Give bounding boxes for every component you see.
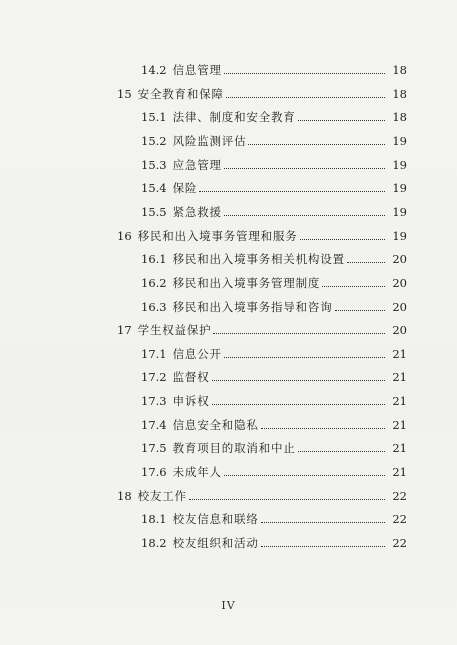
toc-section-entry[interactable] bbox=[141, 299, 407, 315]
toc-dot-leader bbox=[322, 286, 385, 287]
toc-dot-leader bbox=[335, 310, 385, 311]
toc-entry-number: 15.3 bbox=[141, 158, 167, 172]
toc-entry-title: 信息管理 bbox=[172, 63, 222, 77]
toc-entry-number: 18.1 bbox=[141, 512, 167, 526]
toc-entry-number: 15.4 bbox=[141, 181, 167, 195]
toc-section-entry[interactable] bbox=[141, 251, 407, 267]
toc-entry-page: 20 bbox=[392, 300, 407, 314]
toc-entry-number: 17.1 bbox=[141, 347, 167, 361]
toc-dot-leader bbox=[212, 404, 385, 405]
toc-dot-leader bbox=[298, 120, 385, 121]
toc-entry-number: 16.3 bbox=[141, 300, 167, 314]
toc-entry-title: 风险监测评估 bbox=[172, 134, 247, 148]
toc-entry-page: 19 bbox=[392, 229, 407, 243]
toc-section-entry[interactable] bbox=[141, 417, 407, 433]
toc-entry-title: 移民和出入境事务管理制度 bbox=[172, 276, 321, 290]
toc-entry-title: 校友工作 bbox=[137, 489, 187, 503]
toc-dot-leader bbox=[224, 73, 385, 74]
toc-entry-number: 15.5 bbox=[141, 205, 167, 219]
toc-entry-title: 校友信息和联络 bbox=[172, 512, 259, 526]
toc-dot-leader bbox=[224, 215, 385, 216]
toc-dot-leader bbox=[347, 262, 385, 263]
toc-entry-number: 17.6 bbox=[141, 465, 167, 479]
toc-section-entry[interactable] bbox=[141, 369, 407, 385]
toc-entry-page: 22 bbox=[392, 489, 407, 503]
toc-entry-title: 申诉权 bbox=[172, 394, 210, 408]
toc-entry-title: 教育项目的取消和中止 bbox=[172, 441, 296, 455]
toc-dot-leader bbox=[261, 546, 385, 547]
toc-entry-page: 20 bbox=[392, 276, 407, 290]
toc-dot-leader bbox=[248, 144, 385, 145]
toc-entry-page: 19 bbox=[392, 134, 407, 148]
toc-entry-page: 21 bbox=[392, 370, 407, 384]
toc-entry-page: 21 bbox=[392, 465, 407, 479]
toc-section-entry[interactable] bbox=[141, 511, 407, 527]
toc-dot-leader bbox=[261, 522, 385, 523]
toc-section-entry[interactable] bbox=[141, 109, 407, 125]
toc-section-entry[interactable] bbox=[141, 464, 407, 480]
toc-entry-number: 16.2 bbox=[141, 276, 167, 290]
toc-entry-number: 18.2 bbox=[141, 536, 167, 550]
toc-entry-number: 16.1 bbox=[141, 252, 167, 266]
toc-section-entry[interactable] bbox=[141, 393, 407, 409]
toc-entry-number: 15.1 bbox=[141, 110, 167, 124]
toc-entry-title: 应急管理 bbox=[172, 158, 222, 172]
toc-section-entry[interactable] bbox=[141, 62, 407, 78]
toc-entry-number: 18 bbox=[117, 489, 132, 503]
page-number: IV bbox=[221, 599, 236, 612]
toc-entry-page: 21 bbox=[392, 441, 407, 455]
toc-entry-title: 移民和出入境事务管理和服务 bbox=[137, 229, 298, 243]
toc-entry-number: 16 bbox=[117, 229, 132, 243]
toc-entry-title: 安全教育和保障 bbox=[137, 87, 224, 101]
toc-section-entry[interactable] bbox=[141, 157, 407, 173]
toc-entry-title: 移民和出入境事务指导和咨询 bbox=[172, 300, 333, 314]
toc-entry-title: 校友组织和活动 bbox=[172, 536, 259, 550]
toc-dot-leader bbox=[261, 428, 385, 429]
toc-chapter-entry[interactable] bbox=[117, 488, 407, 504]
toc-dot-leader bbox=[213, 333, 385, 334]
toc-chapter-entry[interactable] bbox=[117, 228, 407, 244]
toc-entry-page: 19 bbox=[392, 205, 407, 219]
toc-entry-page: 18 bbox=[392, 87, 407, 101]
toc-section-entry[interactable] bbox=[141, 204, 407, 220]
toc-dot-leader bbox=[212, 380, 385, 381]
toc-dot-leader bbox=[224, 357, 385, 358]
toc-entry-number: 14.2 bbox=[141, 63, 167, 77]
toc-entry-page: 19 bbox=[392, 181, 407, 195]
toc-entry-number: 17.4 bbox=[141, 418, 167, 432]
toc-dot-leader bbox=[300, 239, 385, 240]
toc-entry-number: 15.2 bbox=[141, 134, 167, 148]
toc-entry-number: 17.5 bbox=[141, 441, 167, 455]
toc-entry-title: 紧急救援 bbox=[172, 205, 222, 219]
toc-entry-page: 21 bbox=[392, 347, 407, 361]
toc-entry-title: 监督权 bbox=[172, 370, 210, 384]
toc-entry-number: 17.3 bbox=[141, 394, 167, 408]
toc-entry-number: 15 bbox=[117, 87, 132, 101]
toc-entry-page: 18 bbox=[392, 110, 407, 124]
toc-entry-page: 20 bbox=[392, 323, 407, 337]
toc-entry-title: 未成年人 bbox=[172, 465, 222, 479]
toc-entry-title: 法律、制度和安全教育 bbox=[172, 110, 296, 124]
toc-entry-title: 保险 bbox=[172, 181, 198, 195]
toc-section-entry[interactable] bbox=[141, 133, 407, 149]
toc-entry-number: 17.2 bbox=[141, 370, 167, 384]
toc-dot-leader bbox=[199, 191, 385, 192]
toc-section-entry[interactable] bbox=[141, 275, 407, 291]
toc-entry-title: 信息安全和隐私 bbox=[172, 418, 259, 432]
toc-entry-page: 19 bbox=[392, 158, 407, 172]
toc-section-entry[interactable] bbox=[141, 346, 407, 362]
toc-section-entry[interactable] bbox=[141, 535, 407, 551]
toc-dot-leader bbox=[224, 168, 385, 169]
toc-entry-page: 22 bbox=[392, 536, 407, 550]
toc-chapter-entry[interactable] bbox=[117, 86, 407, 102]
toc-entry-page: 21 bbox=[392, 418, 407, 432]
toc-section-entry[interactable] bbox=[141, 180, 407, 196]
toc-dot-leader bbox=[224, 475, 385, 476]
toc-entry-title: 信息公开 bbox=[172, 347, 222, 361]
toc-section-entry[interactable] bbox=[141, 440, 407, 456]
toc-entry-title: 学生权益保护 bbox=[137, 323, 212, 337]
toc-entry-page: 21 bbox=[392, 394, 407, 408]
toc-entry-number: 17 bbox=[117, 323, 132, 337]
toc-dot-leader bbox=[226, 97, 385, 98]
toc-entry-page: 18 bbox=[392, 63, 407, 77]
toc-dot-leader bbox=[298, 451, 385, 452]
toc-entry-page: 20 bbox=[392, 252, 407, 266]
toc-entry-page: 22 bbox=[392, 512, 407, 526]
toc-dot-leader bbox=[189, 499, 385, 500]
toc-entry-title: 移民和出入境事务相关机构设置 bbox=[172, 252, 345, 266]
toc-chapter-entry[interactable] bbox=[117, 322, 407, 338]
